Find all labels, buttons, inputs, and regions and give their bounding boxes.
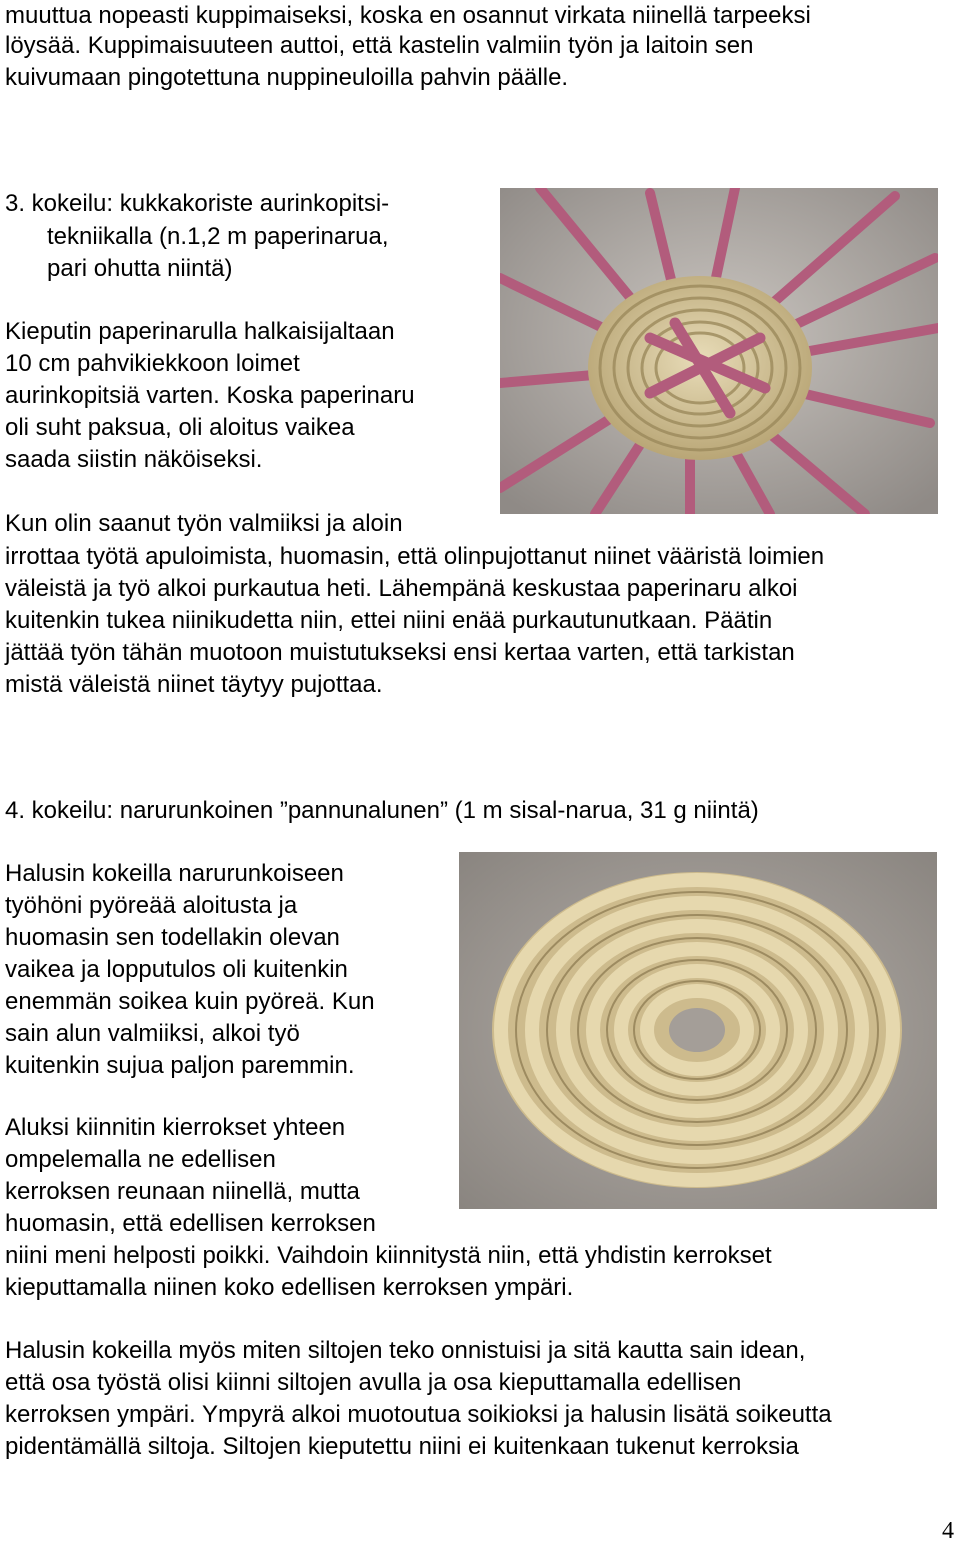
section4-para3-line-3: kerroksen ympäri. Ympyrä alkoi muotoutua soikioksi ja halusin lisätä soikeutta	[5, 1401, 832, 1428]
section4-para2-line-4: huomasin, että edellisen kerroksen	[5, 1210, 376, 1237]
pot-holder-photo	[459, 852, 937, 1209]
flower-ornament-photo	[500, 188, 938, 514]
section3-para2-line-6: mistä väleistä niinet täytyy pujottaa.	[5, 671, 383, 698]
section4-para2-line-3: kerroksen reunaan niinellä, mutta	[5, 1178, 360, 1205]
section3-heading-line-3: pari ohutta niintä)	[47, 255, 233, 282]
section3-para1-line-1: Kieputin paperinarulla halkaisijaltaan	[5, 318, 395, 345]
section4-para1-line-4: vaikea ja lopputulos oli kuitenkin	[5, 956, 348, 983]
flower-ornament-illustration	[500, 188, 938, 514]
section3-para1-line-3: aurinkopitsiä varten. Koska paperinaru	[5, 382, 415, 409]
intro-line-3: kuivumaan pingotettuna nuppineuloilla pahvin päälle.	[5, 64, 569, 91]
section4-para1-line-7: kuitenkin sujua paljon paremmin.	[5, 1052, 355, 1079]
section3-para2-line-4: kuitenkin tukea niinikudetta niin, ettei niini enää purkautunutkaan. Päätin	[5, 607, 773, 634]
intro-line-2: löysää. Kuppimaisuuteen auttoi, että kastelin valmiin työn ja laitoin sen	[5, 32, 754, 59]
section3-para2-line-5: jättää työn tähän muotoon muistutukseksi ensi kertaa varten, että tarkistan	[5, 639, 795, 666]
pot-holder-illustration	[459, 852, 937, 1209]
section3-para1-line-2: 10 cm pahvikiekkoon loimet	[5, 350, 300, 377]
section4-para2-line-2: ompelemalla ne edellisen	[5, 1146, 276, 1173]
page-number: 4	[942, 1518, 954, 1544]
section3-heading-line-1: 3. kokeilu: kukkakoriste aurinkopitsi-	[5, 190, 390, 217]
section4-para3-line-1: Halusin kokeilla myös miten siltojen teko onnistuisi ja sitä kautta sain idean,	[5, 1337, 806, 1364]
section4-para3-line-2: että osa työstä olisi kiinni siltojen avulla ja osa kieputtamalla edellisen	[5, 1369, 742, 1396]
section4-para1-line-1: Halusin kokeilla narurunkoiseen	[5, 860, 344, 887]
section4-para1-line-3: huomasin sen todellakin olevan	[5, 924, 340, 951]
section3-para2-line-1: Kun olin saanut työn valmiiksi ja aloin	[5, 510, 403, 537]
section3-para1-line-4: oli suht paksua, oli aloitus vaikea	[5, 414, 355, 441]
section3-para1-line-5: saada siistin näköiseksi.	[5, 446, 263, 473]
section4-para2-line-6: kieputtamalla niinen koko edellisen kerroksen ympäri.	[5, 1274, 574, 1301]
section4-para1-line-6: sain alun valmiiksi, alkoi työ	[5, 1020, 300, 1047]
section3-para2-line-2: irrottaa työtä apuloimista, huomasin, että olinpujottanut niinet vääristä loimien	[5, 543, 825, 570]
section4-heading: 4. kokeilu: narurunkoinen ”pannunalunen” (1 m sisal-narua, 31 g niintä)	[5, 797, 759, 824]
section3-para2-line-3: väleistä ja työ alkoi purkautua heti. Lähempänä keskustaa paperinaru alkoi	[5, 575, 798, 602]
section4-para2-line-5: niini meni helposti poikki. Vaihdoin kiinnitystä niin, että yhdistin kerrokset	[5, 1242, 772, 1269]
section4-para3-line-4: pidentämällä siltoja. Siltojen kieputettu niini ei kuitenkaan tukenut kerroksia	[5, 1433, 799, 1460]
intro-line-1: muuttua nopeasti kuppimaiseksi, koska en osannut virkata niinellä tarpeeksi	[5, 2, 811, 29]
section3-heading-line-2: tekniikalla (n.1,2 m paperinarua,	[47, 223, 389, 250]
section4-para2-line-1: Aluksi kiinnitin kierrokset yhteen	[5, 1114, 346, 1141]
section4-para1-line-5: enemmän soikea kuin pyöreä. Kun	[5, 988, 375, 1015]
section4-para1-line-2: työhöni pyöreää aloitusta ja	[5, 892, 298, 919]
